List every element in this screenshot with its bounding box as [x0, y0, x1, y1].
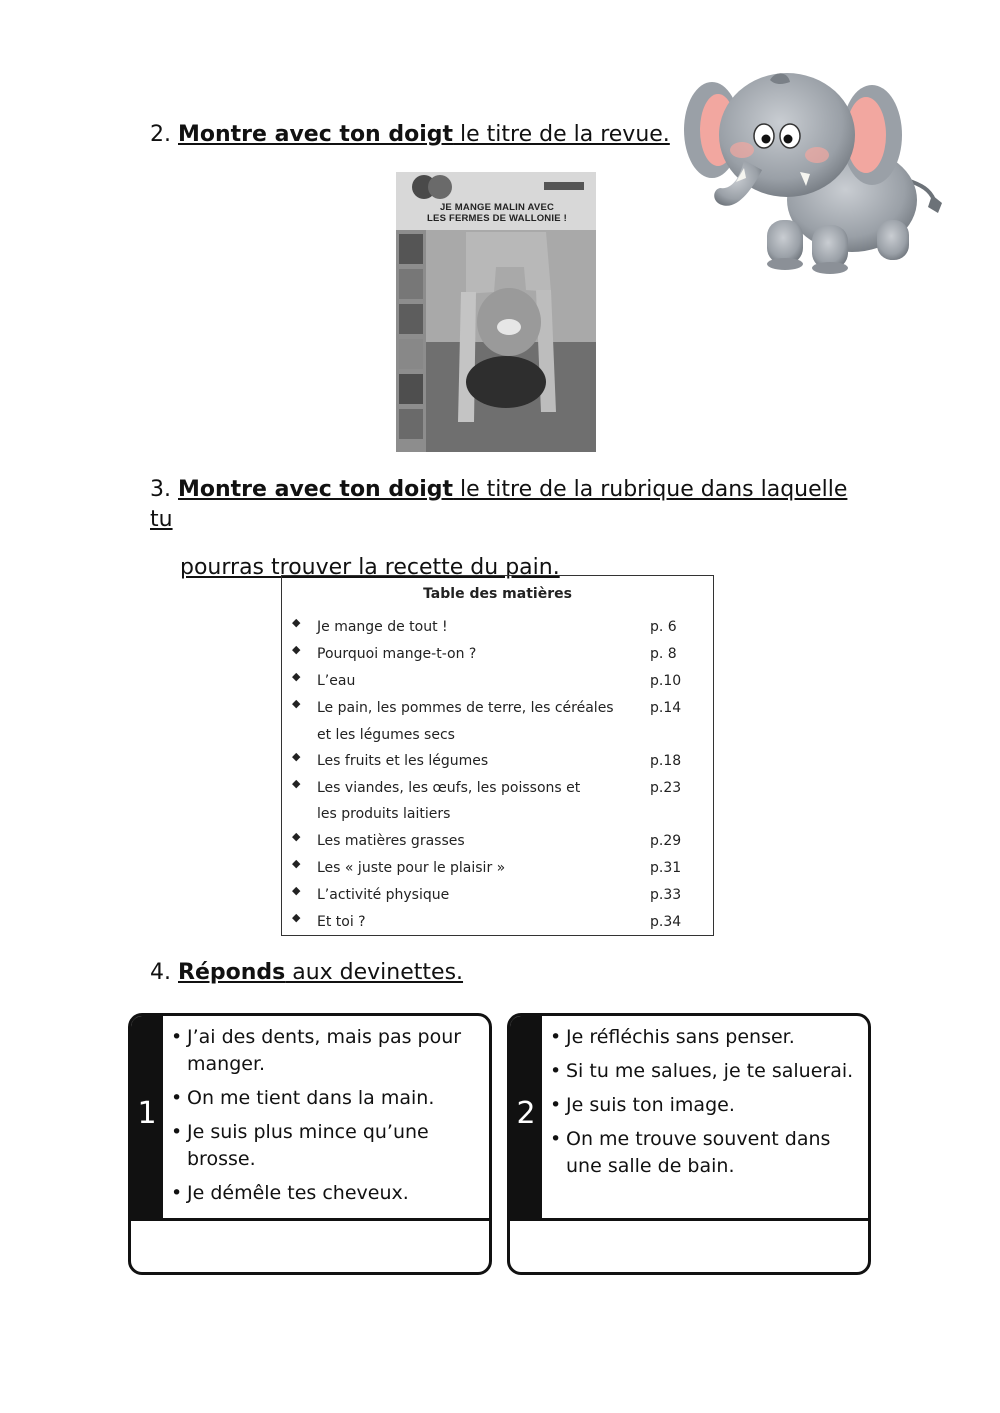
riddle-answer-box[interactable] [510, 1221, 868, 1272]
elephant-illustration [682, 60, 952, 280]
diamond-bullet-icon: ◆ [292, 777, 301, 790]
question-4 [150, 958, 463, 988]
riddle-clues [548, 1024, 866, 1187]
diamond-bullet-icon: ◆ [292, 750, 301, 763]
riddle-clue: • On me trouve souvent dans une salle de bain. [548, 1126, 866, 1180]
riddle-clue: • Je suis plus mince qu’une brosse. [169, 1119, 487, 1173]
diamond-bullet-icon: ◆ [292, 643, 301, 656]
question-4-number: 4. [150, 960, 171, 985]
question-2-text: le titre de la revue. [453, 122, 670, 147]
diamond-bullet-icon: ◆ [292, 670, 301, 683]
question-3-instruction: Montre avec ton doigt [178, 477, 454, 502]
riddle-clue: • Si tu me salues, je te saluerai. [548, 1058, 866, 1085]
question-2-number: 2. [150, 122, 171, 147]
riddle-clue: • Je réfléchis sans penser. [548, 1024, 866, 1051]
table-of-contents: Table des matières ◆ Je mange de tout ! p. 6 ◆ Pourquoi mange-t-on ? p. 8 ◆ L’eau p.10 ◆ Le pain, les pommes de terre, les céréales p.14 et les légumes secs ◆ Les fruits et les légumes p.18 ◆ Les viandes, les œufs, les poissons et p.23 les produits laitiers ◆ Les matières grasses p.29 ◆ Les « juste pour le plaisir » p.31 ◆ L’activité physique p.33 ◆ Et toi ? p.34 [281, 575, 714, 936]
riddle-number: 2 [516, 1096, 536, 1131]
riddle-answer-box[interactable] [131, 1221, 489, 1272]
riddle-clue: • J’ai des dents, mais pas pour manger. [169, 1024, 487, 1078]
diamond-bullet-icon: ◆ [292, 697, 301, 710]
magazine-title[interactable]: JE MANGE MALIN AVEC LES FERMES DE WALLONIE ! [427, 202, 567, 224]
diamond-bullet-icon: ◆ [292, 616, 301, 629]
riddle-card-1 [128, 1013, 492, 1275]
question-3-number: 3. [150, 477, 171, 502]
question-2 [150, 120, 670, 150]
diamond-bullet-icon: ◆ [292, 830, 301, 843]
diamond-bullet-icon: ◆ [292, 911, 301, 924]
riddle-clue: • On me tient dans la main. [169, 1085, 487, 1112]
question-3 [150, 475, 870, 583]
question-4-text: aux devinettes. [285, 960, 464, 985]
riddle-number: 1 [137, 1096, 157, 1131]
riddle-clue: • Je démêle tes cheveux. [169, 1180, 487, 1207]
riddle-clue: • Je suis ton image. [548, 1092, 866, 1119]
question-2-instruction: Montre avec ton doigt [178, 122, 454, 147]
riddle-clues [169, 1024, 487, 1214]
toc-title: Table des matières [423, 586, 572, 602]
diamond-bullet-icon: ◆ [292, 857, 301, 870]
question-3-text: le titre de la rubrique dans laquelle tu [150, 477, 848, 532]
riddle-card-2 [507, 1013, 871, 1275]
question-4-instruction: Réponds [178, 960, 286, 985]
question-3-text-line2: pourras trouver la recette du pain. [180, 555, 560, 580]
diamond-bullet-icon: ◆ [292, 884, 301, 897]
magazine-cover[interactable] [396, 172, 596, 452]
